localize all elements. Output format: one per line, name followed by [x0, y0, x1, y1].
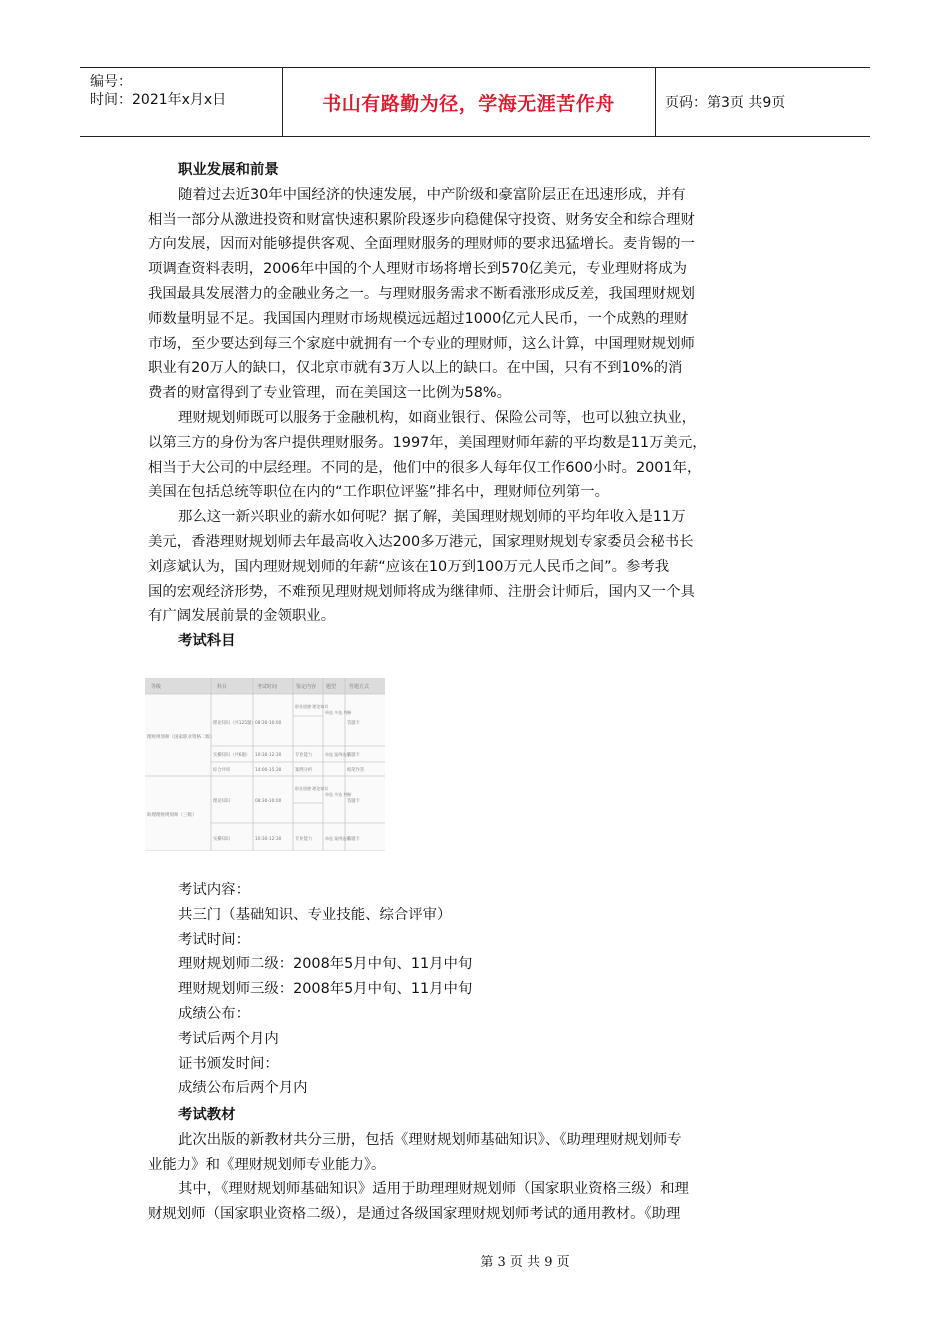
table-cell: 08:30-10:00 — [255, 799, 282, 804]
paragraph-line: 业能力》和《理财规划师专业能力》。 — [148, 1156, 386, 1173]
table-cell: 14:00-15:30 — [255, 768, 282, 773]
paragraph-line: 职业有20万人的缺口，仅北京市就有3万人以上的缺口。在中国，只有不到10%的消 — [148, 360, 683, 377]
section-heading: 职业发展和前景 — [178, 162, 279, 178]
paragraph-line: 随着过去近30年中国经济的快速发展，中产阶级和豪富阶层正在迅速形成，并有 — [178, 186, 686, 203]
table-cell: 案例分析 — [295, 768, 313, 773]
table-cell: 答题卡 — [347, 799, 360, 804]
table-cell: 理论知识（共125题） — [213, 721, 256, 726]
table-cell: 单选 案例选择 — [325, 836, 351, 841]
table-cell: 10:30-12:30 — [255, 753, 282, 758]
table-header-cell: 考试时间 — [257, 684, 278, 690]
page-footer — [0, 1251, 950, 1270]
paragraph-line: 有广阔发展前景的金领职业。 — [148, 608, 336, 625]
exam-info-line: 考试后两个月内 — [178, 1030, 279, 1047]
table-cell: 单选 多选 判断 — [325, 792, 352, 797]
paragraph-line: 方向发展，因而对能够提供客观、全面理财服务的理财师的要求迅猛增长。麦肯锡的一 — [148, 236, 695, 253]
section-heading: 考试教材 — [178, 1107, 236, 1123]
table-cell: 纸笔作答 — [347, 768, 365, 773]
paragraph-line: 我国最具发展潜力的金融业务之一。与理财服务需求不断看涨形成反差，我国理财规划 — [148, 286, 695, 302]
exam-info-line: 理财规划师三级：2008年5月中旬、11月中旬 — [178, 981, 473, 998]
exam-schedule-table — [145, 678, 385, 851]
table-cell: 答题卡 — [347, 721, 360, 726]
header-motto-cell — [282, 68, 656, 136]
exam-info-line: 理财规划师二级：2008年5月中旬、11月中旬 — [178, 956, 473, 973]
exam-info-line: 成绩公布后两个月内 — [178, 1080, 308, 1097]
page-header — [80, 67, 870, 137]
table-header-cell: 答题方式 — [349, 684, 370, 690]
paragraph-line: 相当于大公司的中层经理。不同的是，他们中的很多人每年仅工作600小时。2001年， — [148, 459, 702, 476]
paragraph-line: 理财规划师既可以服务于金融机构，如商业银行、保险公司等，也可以独立执业， — [178, 410, 697, 426]
table-cell: 答题卡 — [347, 837, 360, 842]
paragraph-line: 那么这一新兴职业的薪水如何呢？据了解，美国理财规划师的平均年收入是11万 — [178, 509, 686, 526]
exam-info-line: 考试内容： — [178, 882, 250, 898]
header-meta — [80, 68, 283, 136]
table-cell: 答题卡 — [347, 753, 360, 758]
table-cell: 理论知识 — [213, 799, 231, 804]
paragraph-line: 费者的财富得到了专业管理，而在美国这一比例为58%。 — [148, 385, 511, 402]
table-cell: 单选 案例选择 — [325, 752, 351, 757]
table-header-cell: 等级 — [151, 684, 162, 690]
paragraph-line: 财规划师（国家职业资格二级），是通过各级国家理财规划师考试的通用教材。《助理 — [148, 1206, 681, 1223]
exam-info-line: 考试时间： — [178, 931, 250, 948]
paragraph-line: 市场，至少要达到每三个家庭中就拥有一个专业的理财师，这么计算，中国理财规划师 — [148, 335, 695, 352]
table-cell: 综合评审 — [213, 768, 231, 773]
table-header-cell: 鉴定内容 — [296, 684, 317, 690]
paragraph-line: 美国在包括总统等职位在内的“工作职位评鉴”排名中，理财师位列第一。 — [148, 484, 610, 501]
section-heading: 考试科目 — [178, 633, 236, 650]
exam-info-line: 成绩公布： — [178, 1006, 250, 1022]
paragraph-line: 其中，《理财规划师基础知识》适用于助理理财规划师（国家职业资格三级）和理 — [178, 1181, 689, 1198]
table-level-cell: 理财规划师（国家职业资格二级） — [147, 735, 215, 740]
table-cell: 实操知识 — [213, 837, 231, 842]
table-level-cell: 助理理财规划师（三级） — [147, 813, 197, 818]
table-cell: 单选 多选 判断 — [325, 710, 352, 715]
paragraph-line: 刘彦斌认为，国内理财规划师的年薪“应该在10万到100万元人民币之间”。参考我 — [148, 558, 670, 575]
table-cell: 专业能力 — [295, 837, 313, 842]
footer-page-number: 第 3 页 共 9 页 — [480, 1255, 570, 1270]
exam-info-line: 证书颁发时间： — [178, 1055, 279, 1072]
motto: 书山有路勤为径，学海无涯苦作舟 — [322, 92, 615, 115]
exam-info-line: 共三门（基础知识、专业技能、综合评审） — [178, 906, 452, 923]
table-cell: 职业道德 理论知识 — [295, 704, 329, 709]
paragraph-line: 国的宏观经济形势，不难预见理财规划师将成为继律师、注册会计师后，国内又一个具 — [148, 583, 695, 600]
table-cell: 10:30-12:30 — [255, 837, 282, 842]
paragraph-line: 项调查资料表明，2006年中国的个人理财市场将增长到570亿美元，专业理财将成为 — [148, 261, 687, 278]
table-header-cell: 科目 — [217, 684, 228, 690]
table-cell: 08:30-10:00 — [255, 721, 282, 726]
table-cell: 专业能力 — [295, 753, 313, 758]
date-label: 时间：2021年x月x日 — [90, 92, 227, 108]
table-header-cell: 题型 — [326, 684, 337, 690]
page-number-label: 页码：第3页 共9页 — [665, 95, 786, 111]
paragraph-line: 美元，香港理财规划师去年最高收入达200多万港元，国家理财规划专家委员会秘书长 — [148, 534, 694, 550]
table-cell: 职业道德 理论知识 — [295, 786, 329, 791]
paragraph-line: 相当一部分从激进投资和财富快速积累阶段逐步向稳健保守投资、财务安全和综合理财 — [148, 211, 695, 228]
table-cell: 实操知识（共6题） — [213, 753, 251, 758]
paragraph-line: 师数量明显不足。我国国内理财市场规模远远超过1000亿元人民币，一个成熟的理财 — [148, 310, 689, 327]
paragraph-line: 此次出版的新教材共分三册，包括《理财规划师基础知识》、《助理理财规划师专 — [178, 1131, 682, 1148]
serial-label: 编号： — [90, 74, 132, 90]
paragraph-line: 以第三方的身份为客户提供理财服务。1997年，美国理财师年薪的平均数是11万美元， — [148, 434, 707, 451]
